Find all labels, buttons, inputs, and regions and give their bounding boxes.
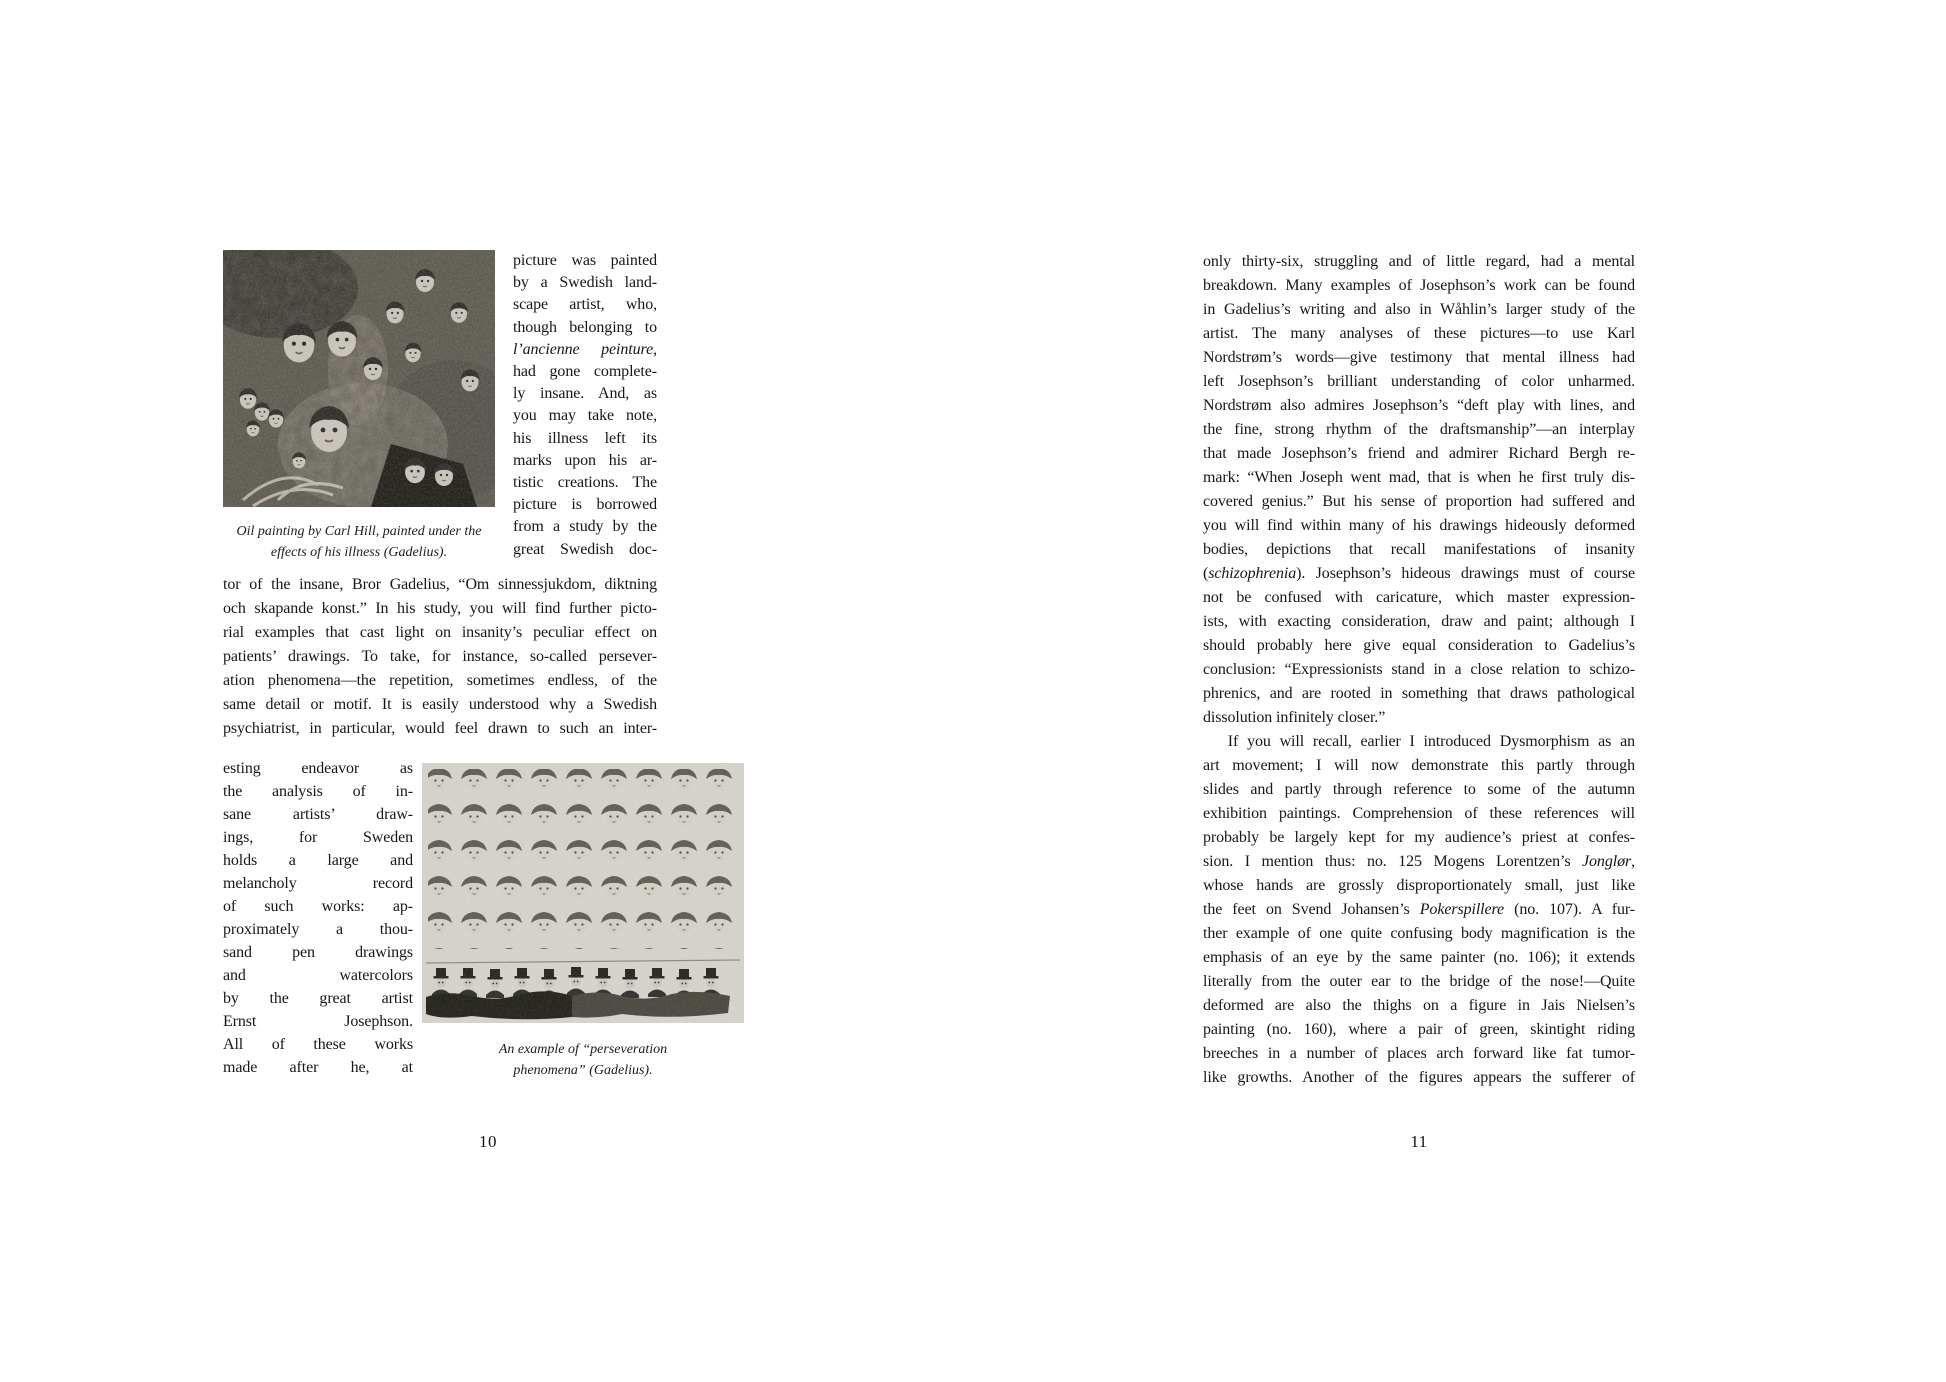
text-line: melancholy record <box>223 875 413 892</box>
text-line: rial examples that cast light on insanity’s peculiar effect on <box>223 624 657 641</box>
text-line: you may take note, <box>513 407 657 425</box>
text-line: though belonging to <box>513 318 657 336</box>
text-line: should probably here give equal consideration to Gadelius’s <box>1203 637 1635 654</box>
text-line: the fine, strong rhythm of the draftsmanship”—an interplay <box>1203 421 1635 438</box>
text-column-beside-figure1 <box>513 250 657 563</box>
page-11 <box>1203 250 1636 1151</box>
text-line: scape artist, who, <box>513 296 657 314</box>
text-line: conclusion: “Expressionists stand in a close relation to schizo- <box>1203 661 1635 678</box>
text-line: Oil painting by Carl Hill, painted under the <box>236 524 482 539</box>
text-line: tor of the insane, Bror Gadelius, “Om sinnessjukdom, diktning <box>223 576 657 593</box>
text-line: by the great artist <box>223 990 413 1007</box>
text-line: sion. I mention thus: no. 125 Mogens Lorentzen’s Jonglør, <box>1203 853 1635 870</box>
text-line: artist. The many analyses of these pictures—to use Karl <box>1203 325 1635 342</box>
text-line: An example of “perseveration <box>498 1042 668 1057</box>
text-line: breakdown. Many examples of Josephson’s work can be found <box>1203 277 1635 294</box>
text-line: Nordstrøm also admires Josephson’s “deft play with lines, and <box>1203 397 1635 414</box>
text-line: only thirty-six, struggling and of little regard, had a mental <box>1203 253 1635 270</box>
text-line: ists, with exacting consideration, draw and paint; although I <box>1203 613 1635 630</box>
text-line: in Gadelius’s writing and also in Wåhlin’s larger study of the <box>1203 301 1635 318</box>
right-paragraph-1 <box>1203 250 1635 730</box>
figure-perseveration-drawing <box>422 763 744 1081</box>
figure2-caption <box>422 1039 744 1081</box>
text-line: the analysis of in- <box>223 783 413 800</box>
text-line: tistic creations. The <box>513 474 657 492</box>
text-line: patients’ drawings. To take, for instance, so-called persever- <box>223 648 657 665</box>
text-line: by a Swedish land- <box>513 274 657 292</box>
text-line: psychiatrist, in particular, would feel drawn to such an inter- <box>223 720 657 737</box>
text-line: proximately a thou- <box>223 921 413 938</box>
perseveration-drawing-image <box>422 763 744 1023</box>
text-line: och skapande konst.” In his study, you will find further picto- <box>223 600 657 617</box>
right-paragraph-2 <box>1203 730 1635 1090</box>
text-line: dissolution infinitely closer.” <box>1203 709 1386 726</box>
text-line: holds a large and <box>223 852 413 869</box>
text-line: If you will recall, earlier I introduced Dysmorphism as an <box>1227 733 1635 750</box>
text-line: exhibition paintings. Comprehension of these references will <box>1203 805 1635 822</box>
text-line: marks upon his ar- <box>513 451 657 469</box>
text-line: great Swedish doc- <box>513 540 657 558</box>
text-line: not be confused with caricature, which master expression- <box>1203 589 1635 606</box>
text-line: painting (no. 160), where a pair of green, skintight riding <box>1203 1021 1635 1038</box>
text-line: emphasis of an eye by the same painter (no. 106); it extends <box>1203 949 1635 966</box>
text-line: phrenics, and are rooted in something that draws pathological <box>1203 685 1635 702</box>
text-line: from a study by the <box>513 518 657 536</box>
text-line: deformed are also the thighs on a figure in Jais Nielsen’s <box>1203 997 1635 1014</box>
text-line: made after he, at <box>223 1059 413 1076</box>
text-line: same detail or motif. It is easily understood why a Swedish <box>223 696 657 713</box>
text-column-beside-figure2 <box>223 757 413 1081</box>
figure-carl-hill-painting <box>223 250 495 563</box>
text-line: his illness left its <box>513 429 657 447</box>
text-line: breeches in a number of places arch forward like fat tumor- <box>1203 1045 1635 1062</box>
text-line: whose hands are grossly disproportionately small, just like <box>1203 877 1635 894</box>
text-line: covered genius.” But his sense of proportion had suffered and <box>1203 493 1635 510</box>
text-line: mark: “When Joseph went mad, that is when he first truly dis- <box>1203 469 1635 486</box>
text-line: had gone complete- <box>513 363 657 381</box>
text-line: slides and partly through reference to some of the autumn <box>1203 781 1635 798</box>
text-line: probably be largely kept for my audience’s priest at confes- <box>1203 829 1635 846</box>
text-line: ther example of one quite confusing body magnification is the <box>1203 925 1635 942</box>
text-line: picture is borrowed <box>513 496 657 514</box>
text-line: of such works: ap- <box>223 898 413 915</box>
text-line: and watercolors <box>223 967 413 984</box>
text-line: ation phenomena—the repetition, sometimes endless, of the <box>223 672 657 689</box>
text-line: that made Josephson’s friend and admirer Richard Bergh re- <box>1203 445 1635 462</box>
text-line: bodies, depictions that recall manifestations of insanity <box>1203 541 1635 558</box>
text-line: art movement; I will now demonstrate this partly through <box>1203 757 1635 774</box>
text-line: left Josephson’s brilliant understanding of color unharmed. <box>1203 373 1635 390</box>
full-width-paragraph <box>223 573 657 741</box>
page-number-left: 10 <box>479 1132 497 1151</box>
page-10 <box>223 250 668 1151</box>
figure2-and-side-column <box>223 757 668 1081</box>
page-number-right: 11 <box>1410 1132 1428 1151</box>
text-line: All of these works <box>223 1036 413 1053</box>
text-line: literally from the outer ear to the bridge of the nose!—Quite <box>1203 973 1635 990</box>
text-line: ly insane. And, as <box>513 385 657 403</box>
text-line: picture was painted <box>513 252 657 269</box>
figure1-and-side-column <box>223 250 657 563</box>
figure1-caption <box>223 521 495 563</box>
text-line: l’ancienne peinture, <box>513 340 657 358</box>
text-line: sand pen drawings <box>223 944 413 961</box>
text-line: Ernst Josephson. <box>223 1013 413 1030</box>
text-line: effects of his illness (Gadelius). <box>270 545 448 560</box>
text-line: the feet on Svend Johansen’s Pokerspillere (no. 107). A fur- <box>1203 901 1636 918</box>
text-line: you will find within many of his drawings hideously deformed <box>1203 517 1635 534</box>
text-line: (schizophrenia). Josephson’s hideous drawings must of course <box>1203 565 1635 582</box>
carl-hill-painting-image <box>223 250 495 507</box>
text-line: Nordstrøm’s words—give testimony that mental illness had <box>1203 349 1635 366</box>
text-line: phenomena” (Gadelius). <box>513 1063 653 1078</box>
text-line: like growths. Another of the figures appears the sufferer of <box>1203 1069 1635 1086</box>
text-line: ings, for Sweden <box>223 829 413 846</box>
text-line: sane artists’ draw- <box>223 806 413 823</box>
text-line: esting endeavor as <box>223 760 413 777</box>
